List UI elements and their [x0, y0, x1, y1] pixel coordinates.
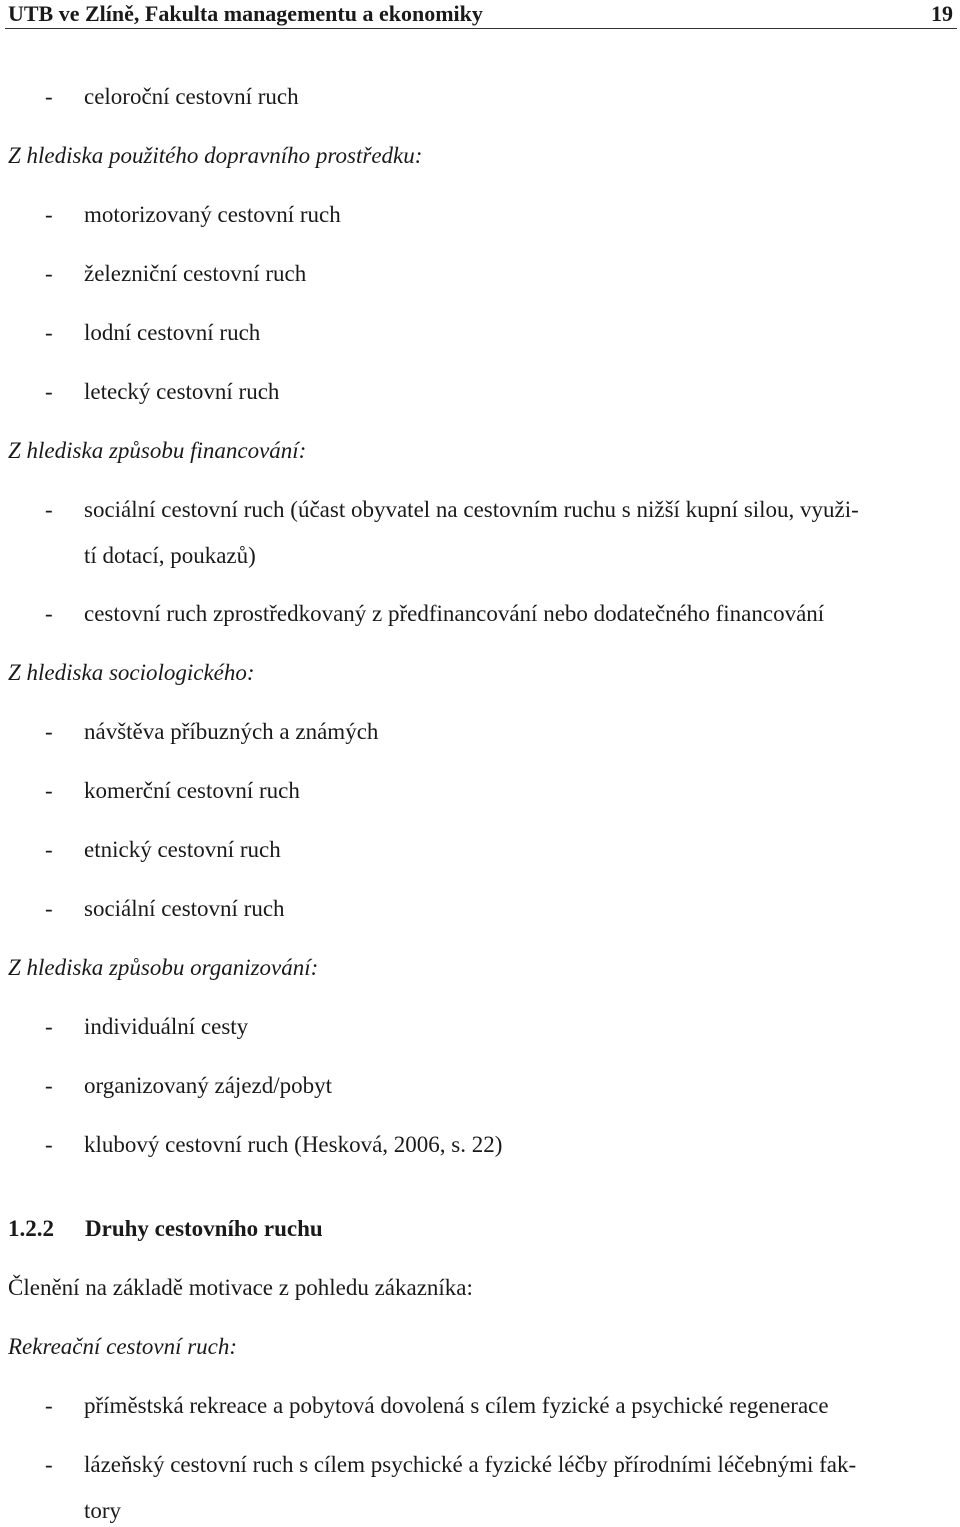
list-dash: -	[45, 896, 53, 921]
list-dash: -	[45, 837, 53, 862]
category-heading: Z hlediska způsobu financování:	[8, 438, 307, 463]
list-dash: -	[45, 320, 53, 345]
list-item-text: motorizovaný cestovní ruch	[84, 202, 341, 227]
list-item-text: sociální cestovní ruch (účast obyvatel na cestovním ruchu s nižší kupní silou, využi-	[84, 497, 859, 522]
list-item-text: příměstská rekreace a pobytová dovolená s cílem fyzické a psychické regenerace	[84, 1393, 829, 1418]
list-dash: -	[45, 84, 53, 109]
category-heading: Z hlediska způsobu organizování:	[8, 955, 319, 980]
list-item-text: tí dotací, poukazů)	[84, 543, 256, 568]
list-item-text: letecký cestovní ruch	[84, 379, 280, 404]
list-dash: -	[45, 1393, 53, 1418]
list-item-text: cestovní ruch zprostředkovaný z předfinancování nebo dodatečného financování	[84, 601, 825, 626]
list-dash: -	[45, 379, 53, 404]
page-number: 19	[931, 1, 953, 26]
list-dash: -	[45, 778, 53, 803]
list-dash: -	[45, 601, 53, 626]
category-heading: Z hlediska sociologického:	[8, 660, 255, 685]
list-dash: -	[45, 719, 53, 744]
list-item-text: sociální cestovní ruch	[84, 896, 285, 921]
list-dash: -	[45, 1452, 53, 1477]
list-item-text: klubový cestovní ruch (Hesková, 2006, s. 22)	[84, 1132, 503, 1157]
list-item-text: železniční cestovní ruch	[84, 261, 307, 286]
list-dash: -	[45, 1132, 53, 1157]
list-item-text: lázeňský cestovní ruch s cílem psychické a fyzické léčby přírodními léčebnými fak-	[84, 1452, 857, 1477]
list-item-text: lodní cestovní ruch	[84, 320, 261, 345]
section-title: Druhy cestovního ruchu	[85, 1216, 323, 1241]
list-item-text: komerční cestovní ruch	[84, 778, 300, 803]
paragraph: Členění na základě motivace z pohledu zákazníka:	[8, 1275, 473, 1300]
header-title: UTB ve Zlíně, Fakulta managementu a ekonomiky	[8, 1, 483, 26]
list-item-text: celoroční cestovní ruch	[84, 84, 299, 109]
list-item-text: návštěva příbuzných a známých	[84, 719, 379, 744]
section-number: 1.2.2	[8, 1216, 54, 1241]
list-dash: -	[45, 497, 53, 522]
list-item-text: individuální cesty	[84, 1014, 249, 1039]
list-dash: -	[45, 1014, 53, 1039]
list-dash: -	[45, 202, 53, 227]
list-item-text: tory	[84, 1498, 122, 1523]
list-dash: -	[45, 1073, 53, 1098]
list-item-text: organizovaný zájezd/pobyt	[84, 1073, 333, 1098]
category-heading: Rekreační cestovní ruch:	[8, 1334, 238, 1359]
category-heading: Z hlediska použitého dopravního prostředku:	[8, 143, 423, 168]
list-dash: -	[45, 261, 53, 286]
list-item-text: etnický cestovní ruch	[84, 837, 281, 862]
page-header	[5, 0, 957, 29]
